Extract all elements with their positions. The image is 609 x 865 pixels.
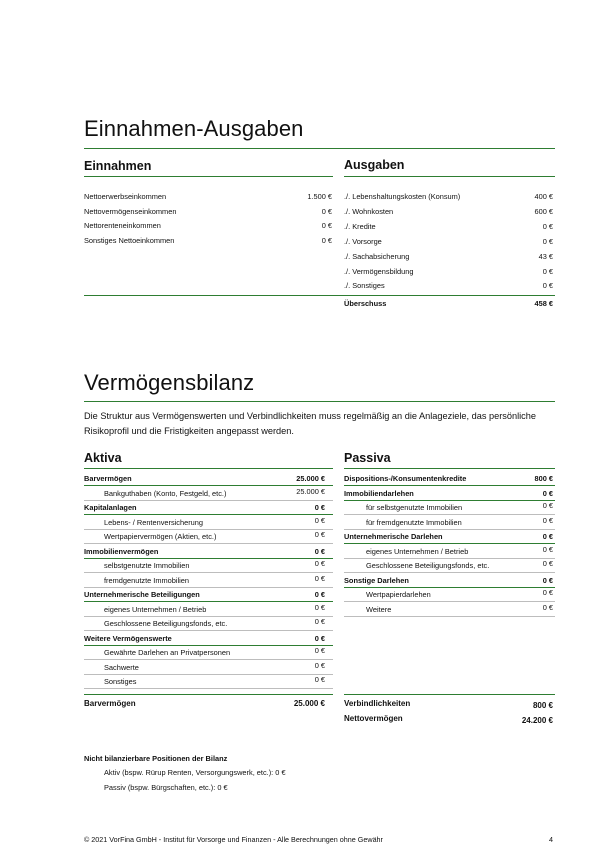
passiva-item-value: 0 € xyxy=(542,602,553,612)
ausgaben-row-label: ./. Sachabsicherung xyxy=(344,251,410,261)
ausgaben-header-rule xyxy=(344,176,555,177)
passiva-header-rule xyxy=(344,468,555,469)
ausgaben-row-value: 0 € xyxy=(542,266,553,276)
row-rule xyxy=(344,601,555,602)
passiva-group-label: Dispositions-/Konsumentenkredite xyxy=(344,474,467,483)
aktiva-item-value: 0 € xyxy=(314,675,325,684)
verbindlichkeiten-label: Verbindlichkeiten xyxy=(344,699,411,708)
einnahmen-ausgaben-title: Einnahmen-Ausgaben xyxy=(84,116,304,141)
passiva-item-label: Wertpapierdarlehen xyxy=(366,590,431,599)
row-rule xyxy=(344,558,555,559)
ueberschuss-rule xyxy=(84,295,555,296)
ausgaben-row-value: 400 € xyxy=(534,192,553,201)
row-rule xyxy=(84,601,333,602)
passiva-group-value: 0 € xyxy=(542,532,553,541)
einnahmen-header: Einnahmen xyxy=(84,159,152,173)
row-rule xyxy=(344,616,555,617)
passiva-item-value: 0 € xyxy=(542,501,553,510)
row-rule xyxy=(84,543,333,544)
row-rule xyxy=(344,529,555,530)
aktiva-item-label: Sonstiges xyxy=(104,677,137,686)
ueberschuss-value: 458 € xyxy=(534,299,553,308)
aktiva-item-label: Wertpapiervermögen (Aktien, etc.) xyxy=(104,532,217,541)
aktiva-group-label: Unternehmerische Beteiligungen xyxy=(84,590,200,599)
aktiva-group-value: 25.000 € xyxy=(296,474,325,483)
einnahmen-row-label: Sonstiges Nettoeinkommen xyxy=(84,235,175,245)
row-rule xyxy=(84,558,333,559)
passiva-item-label: für selbstgenutzte Immobilien xyxy=(366,503,463,512)
aktiva-item-label: fremdgenutzte Immobilien xyxy=(104,575,190,585)
aktiva-total-rule xyxy=(84,694,333,695)
aktiva-item-value: 0 € xyxy=(314,573,325,583)
einnahmen-header-rule xyxy=(84,176,333,177)
einnahmen-row-value: 0 € xyxy=(321,235,332,245)
aktiva-group-value: 0 € xyxy=(314,590,325,599)
passiva-group-value: 0 € xyxy=(542,488,553,498)
row-rule xyxy=(344,500,555,501)
passiva-item-value: 0 € xyxy=(542,559,553,568)
passiva-group-value: 800 € xyxy=(534,474,553,483)
aktiva-item-value: 0 € xyxy=(314,646,325,655)
aktiva-group-label: Immobilienvermögen xyxy=(84,546,159,556)
aktiva-group-value: 0 € xyxy=(314,546,325,556)
aktiva-total-label: Barvermögen xyxy=(84,699,136,708)
aktiva-item-label: selbstgenutzte Immobilien xyxy=(104,561,190,570)
aktiva-header-rule xyxy=(84,468,333,469)
aktiva-item-label: Lebens- / Rentenversicherung xyxy=(104,517,204,527)
row-rule xyxy=(84,572,333,573)
row-rule xyxy=(84,500,333,501)
aktiva-item-value: 0 € xyxy=(314,559,325,568)
aktiva-item-label: Sachwerte xyxy=(104,662,139,672)
einnahmen-row-label: Nettorenteneinkommen xyxy=(84,221,161,230)
row-rule xyxy=(84,587,333,588)
nicht-bilanzierbar-title: Nicht bilanzierbare Positionen der Bilanz xyxy=(84,754,228,763)
row-rule xyxy=(84,630,333,631)
nettovermoegen-value: 24.200 € xyxy=(521,716,553,725)
aktiva-item-label: Gewährte Darlehen an Privatpersonen xyxy=(104,648,231,657)
row-rule xyxy=(344,514,555,515)
einnahmen-row-value: 0 € xyxy=(321,221,332,230)
passiva-group-label: Unternehmerische Darlehen xyxy=(344,532,443,541)
passiva-group-label: Immobiliendarlehen xyxy=(344,488,414,498)
ausgaben-row-value: 0 € xyxy=(542,236,553,246)
ausgaben-row-label: ./. Kredite xyxy=(344,221,376,231)
ausgaben-row-value: 43 € xyxy=(538,251,553,261)
aktiva-item-value: 0 € xyxy=(314,602,325,612)
row-rule xyxy=(84,688,333,689)
aktiva-total-value: 25.000 € xyxy=(293,699,325,708)
aktiva-item-label: Geschlossene Beteiligungsfonds, etc. xyxy=(104,619,228,628)
ausgaben-row-label: ./. Lebenshaltungskosten (Konsum) xyxy=(344,192,461,201)
aktiva-item-value: 0 € xyxy=(314,515,325,525)
aktiva-item-value: 25.000 € xyxy=(296,486,325,496)
passiva-item-value: 0 € xyxy=(542,588,553,597)
ausgaben-row-value: 0 € xyxy=(542,281,553,291)
passiva-group-value: 0 € xyxy=(542,575,553,585)
section-divider xyxy=(84,148,555,149)
footer-copyright: © 2021 VorFina GmbH - Institut für Vorsorge und Finanzen - Alle Berechnungen ohne Gewähr xyxy=(84,835,383,844)
row-rule xyxy=(84,616,333,617)
ausgaben-row-label: ./. Vermögensbildung xyxy=(344,266,414,276)
verbindlichkeiten-value: 800 € xyxy=(532,701,553,710)
ausgaben-row-label: ./. Sonstiges xyxy=(344,281,385,291)
row-rule xyxy=(84,674,333,675)
aktiva-group-value: 0 € xyxy=(314,503,325,512)
ueberschuss-label: Überschuss xyxy=(344,299,387,308)
page-number: 4 xyxy=(549,835,553,844)
passiva-header: Passiva xyxy=(344,451,391,465)
nicht-bilanzierbar-aktiv: Aktiv (bspw. Rürup Renten, Versorgungswerk, etc.): 0 € xyxy=(104,768,286,777)
vermoegensbilanz-title: Vermögensbilanz xyxy=(84,370,255,395)
passiva-item-label: eigenes Unternehmen / Betrieb xyxy=(366,546,469,556)
intro-paragraph: Die Struktur aus Vermögenswerten und Verbindlichkeiten muss regelmäßig an die Anlageziele, das persönliche Risikoprofil und die Fristigkeiten angepasst werden. xyxy=(84,411,536,436)
ausgaben-row-value: 0 € xyxy=(542,221,553,231)
row-rule xyxy=(344,543,555,544)
aktiva-item-label: eigenes Unternehmen / Betrieb xyxy=(104,604,207,614)
ausgaben-row-value: 600 € xyxy=(534,206,553,216)
aktiva-item-value: 0 € xyxy=(314,617,325,626)
aktiva-group-label: Weitere Vermögenswerte xyxy=(84,633,172,643)
row-rule xyxy=(84,529,333,530)
row-rule xyxy=(84,645,333,646)
ausgaben-row-label: ./. Vorsorge xyxy=(344,236,382,246)
row-rule xyxy=(344,587,555,588)
aktiva-item-label: Bankguthaben (Konto, Festgeld, etc.) xyxy=(104,488,227,498)
einnahmen-row-label: Nettovermögenseinkommen xyxy=(84,206,177,216)
row-rule xyxy=(84,659,333,660)
row-rule xyxy=(344,572,555,573)
aktiva-item-value: 0 € xyxy=(314,530,325,539)
passiva-group-label: Sonstige Darlehen xyxy=(344,575,409,585)
passiva-item-label: Geschlossene Beteiligungsfonds, etc. xyxy=(366,561,490,570)
einnahmen-row-label: Nettoerwerbseinkommen xyxy=(84,192,167,201)
aktiva-header: Aktiva xyxy=(84,451,122,465)
aktiva-group-label: Kapitalanlagen xyxy=(84,503,137,512)
row-rule xyxy=(84,514,333,515)
passiva-item-value: 0 € xyxy=(542,515,553,525)
ausgaben-header: Ausgaben xyxy=(344,158,405,172)
passiva-item-value: 0 € xyxy=(542,544,553,554)
section-divider xyxy=(84,401,555,402)
nettovermoegen-label: Nettovermögen xyxy=(344,714,403,723)
passiva-total-rule xyxy=(344,694,555,695)
aktiva-group-value: 0 € xyxy=(314,633,325,643)
einnahmen-row-value: 0 € xyxy=(321,206,332,216)
aktiva-group-label: Barvermögen xyxy=(84,474,132,483)
passiva-item-label: Weitere xyxy=(366,604,392,614)
row-rule xyxy=(344,485,555,486)
nicht-bilanzierbar-passiv: Passiv (bspw. Bürgschaften, etc.): 0 € xyxy=(104,783,228,792)
einnahmen-row-value: 1.500 € xyxy=(307,192,332,201)
aktiva-item-value: 0 € xyxy=(314,660,325,670)
passiva-item-label: für fremdgenutzte Immobilien xyxy=(366,517,462,527)
ausgaben-row-label: ./. Wohnkosten xyxy=(344,206,394,216)
